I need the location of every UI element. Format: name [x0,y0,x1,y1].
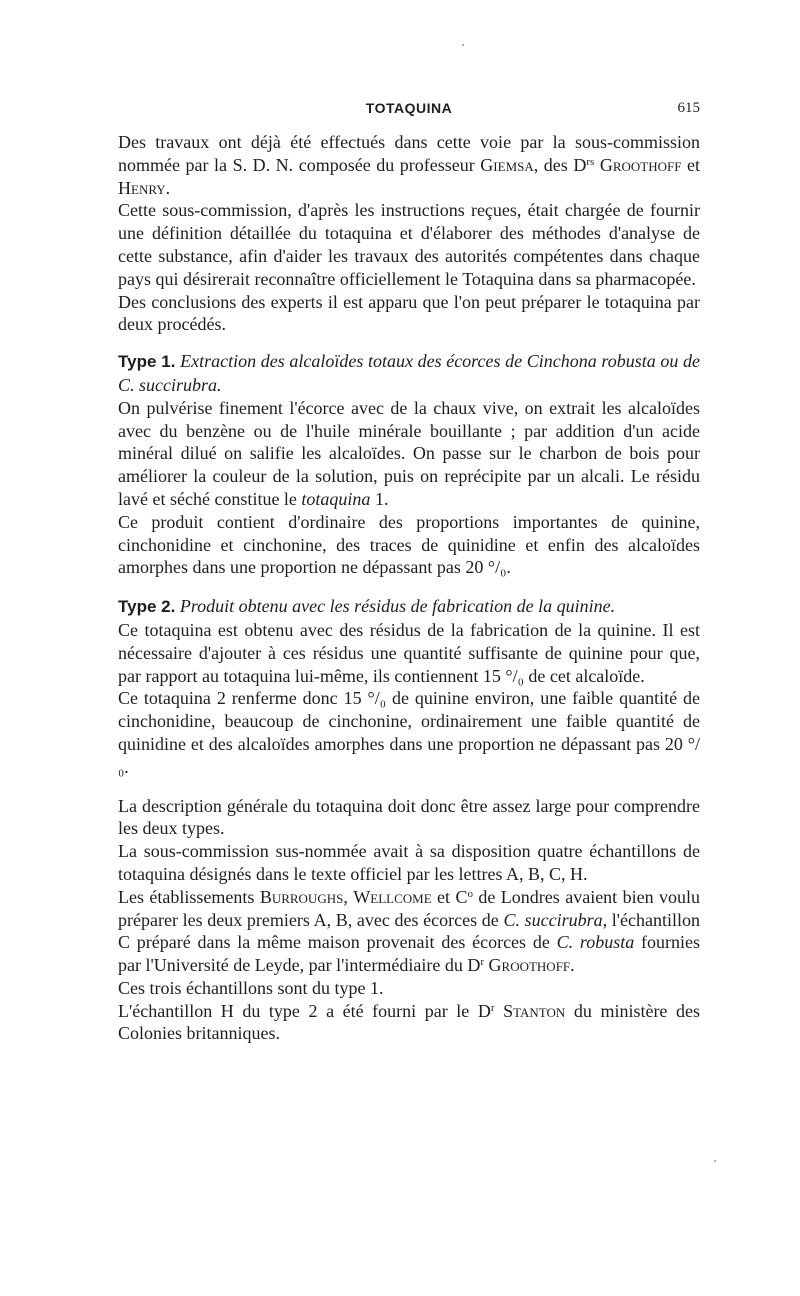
emphasis: totaquina [301,488,371,509]
author-name: Stanton [503,1000,566,1021]
superscript: r [490,1001,495,1014]
text: 1. [370,488,389,509]
running-title: TOTAQUINA [365,100,453,116]
text: , [343,886,354,907]
section-heading-type-1 [118,350,700,397]
type-title: Extraction des alcaloïdes totaux des écorces de Cinchona robusta ou de C. succirubra. [118,351,700,395]
paragraph: La description générale du totaquina doit donc être assez large pour comprendre les deux types. [118,795,700,839]
paragraph: Ce totaquina 2 renferme donc 15 °/₀ de quinine environ, une faible quantité de cinchonidine, beaucoup de cinchonine, ordinairement une faible quantité de quinidine et des alcaloïdes amorphes dans une proportion ne dépassant pas 20 °/₀. [118,688,700,777]
company-name: Wellcome [353,886,432,907]
section-heading-type-2 [118,595,700,619]
paragraph: Ce produit contient d'ordinaire des proportions importantes de quinine, cinchonidine et cinchonine, des traces de quinidine et enfin des alcaloïdes amorphes dans une proportion ne dépassant pas 20 °/₀. [118,511,700,578]
text: L'échantillon H du type 2 a été fourni par le D [118,1000,491,1021]
text: Les établissements [118,886,260,907]
paragraph: Des conclusions des experts il est apparu que l'on peut préparer le totaquina par deux procédés. [118,291,700,335]
text: , l'échantillon C préparé dans la même maison provenait des écorces de [118,909,701,953]
author-name: Groothoff [488,955,571,976]
paragraph: La sous-commission sus-nommée avait à sa disposition quatre échantillons de totaquina désignés dans le texte officiel par les lettres A, B, C, H. [118,841,700,884]
paragraph [118,886,700,977]
type-label: Type 2. [118,597,176,617]
body-text [118,131,700,1045]
spacer [118,336,700,350]
spacer [118,579,700,595]
type-label: Type 1. [118,352,176,372]
paragraph [118,397,700,511]
text: et C [431,886,468,907]
company-name: Burroughs [259,886,344,907]
author-name: Henry [118,177,166,198]
text: du ministère des Colonies britanniques. [118,1000,700,1044]
text: fournies par l'Université de Leyde, par l'intermédiaire du D [118,932,700,976]
text: et [681,154,700,175]
text: . [165,177,171,198]
paper-speck [462,44,464,46]
text: de Londres avaient bien voulu préparer les deux premiers A, B, avec des écorces de [118,886,701,930]
paragraph: Ces trois échantillons sont du type 1. [118,977,384,998]
text: , des D [533,154,587,175]
superscript: o [467,887,473,900]
paragraph [118,1000,700,1046]
superscript: r [480,956,485,969]
species-name: C. robusta [556,932,635,953]
author-name: Giemsa [480,154,534,175]
author-name: Groothoff [599,154,682,175]
spacer [118,779,700,795]
type-title: Produit obtenu avec les résidus de fabrication de la quinine. [179,596,616,617]
paragraph: Cette sous-commission, d'après les instructions reçues, était chargée de fournir une définition détaillée du totaquina et d'élaborer des méthodes d'analyse de cette substance, afin d'aider les travaux des autorités compétentes dans chaque pays qui désirerait reconnaître officiellement le Totaquina dans sa pharmacopée. [118,200,700,289]
text: . [570,955,575,976]
paper-speck [714,1160,716,1162]
text: On pulvérise finement l'écorce avec de la chaux vive, on extrait les alcaloïdes avec du benzène ou de l'huile minérale bouillante ; par addition d'un acide minéral dilué on salifie les alcaloïdes. On passe sur le charbon de bois pour améliorer la couleur de la solution, puis on reprécipite par un alcali. Le résidu lavé et séché constitue le [118,397,700,509]
superscript: rs [586,155,595,168]
page-number: 615 [677,100,700,116]
page-header [118,100,700,122]
paragraph: Ce totaquina est obtenu avec des résidus de la fabrication de la quinine. Il est nécessaire d'ajouter à ces résidus une quantité suffisante de quinine pour que, par rapport au totaquina lui-même, ils contiennent 15 °/₀ de cet alcaloïde. [118,619,700,686]
paragraph [118,131,700,199]
species-name: C. succirubra [503,909,603,930]
text: Des travaux ont déjà été effectués dans cette voie par la sous-commission nommée par la S. D. N. composée du professeur [118,132,700,175]
